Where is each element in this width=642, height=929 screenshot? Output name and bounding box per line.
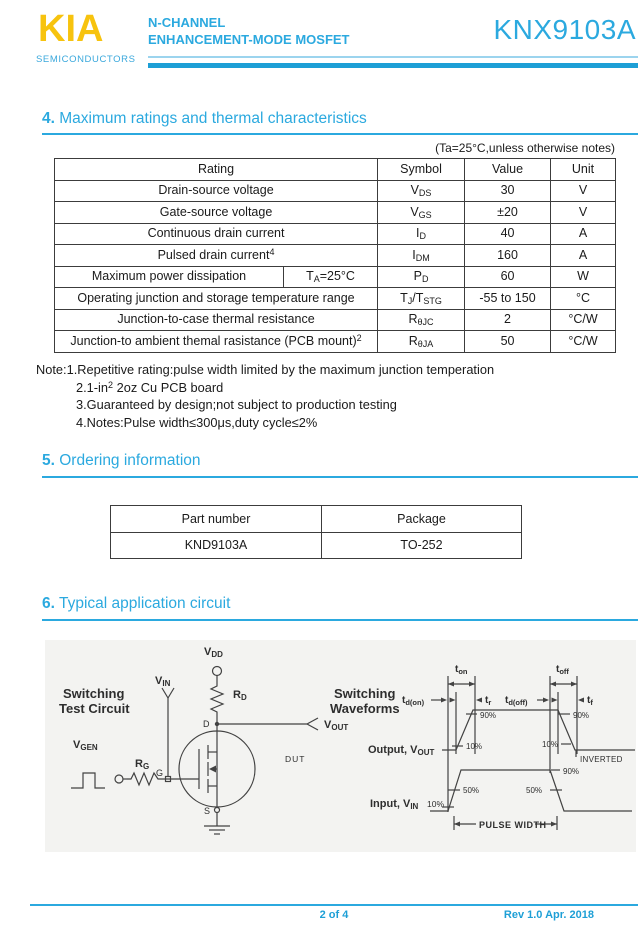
vdd-sub: DD: [211, 650, 223, 659]
note-line: $2.1-in^2$ 2oz Cu PCB board: [76, 379, 224, 395]
pulse-width-label: PULSE WIDTH: [479, 820, 547, 830]
vgen-label: [73, 739, 98, 752]
cell-symbol: $R_{\theta JA}$: [378, 331, 465, 353]
ratings-row: [55, 202, 616, 224]
col-header-rating: Rating: [55, 159, 378, 181]
ton-sub: on: [458, 667, 468, 676]
out-rise-10-label: 10%: [466, 742, 483, 751]
in-90-label: 90%: [563, 767, 580, 776]
cell-unit: °C: [551, 288, 616, 310]
cell-rating: Pulsed drain current$^4$: [55, 245, 378, 267]
source-node: [215, 808, 220, 813]
output-label: [368, 744, 435, 757]
section6-title: Typical application circuit: [58, 595, 231, 612]
tr-label: [485, 695, 491, 707]
col-header-symbol: Symbol: [378, 159, 465, 181]
tdon-label: [402, 695, 425, 707]
ordering-header-row: [111, 506, 522, 533]
tdoff-base: t: [505, 695, 509, 706]
pulse-symbol: [71, 773, 105, 788]
ratings-row: [55, 245, 616, 267]
notes-block: [36, 361, 494, 431]
cell-value: -55 to 150: [465, 288, 551, 310]
vin-probe: [162, 688, 168, 698]
input-base: Input, V: [370, 798, 411, 810]
tdoff-sub: d(off): [508, 698, 528, 707]
rg-label: [135, 758, 149, 771]
in-50-rise-label: 50%: [463, 786, 480, 795]
ratings-row: [55, 309, 616, 331]
ordering-row: [111, 532, 522, 559]
section5-heading: [42, 452, 201, 470]
cell-rating: Drain-source voltage: [55, 180, 378, 202]
section5-number: 5.: [42, 452, 55, 469]
toff-label: [556, 664, 569, 676]
tf-sub: f: [590, 698, 593, 707]
tdon-sub: d(on): [405, 698, 425, 707]
arrow-head: [571, 682, 577, 687]
tf-label: [587, 695, 593, 707]
generator-terminal: [115, 775, 123, 783]
rg-sub: G: [142, 762, 150, 771]
dut-label: DUT: [285, 754, 306, 764]
vdd-base: V: [204, 646, 212, 658]
cell-package: TO-252: [322, 532, 522, 559]
cell-value: 40: [465, 223, 551, 245]
kia-logo-subtitle: SEMICONDUCTORS: [36, 54, 136, 65]
cell-unit: V: [551, 180, 616, 202]
cell-value: ±20: [465, 202, 551, 224]
condition-note: (Ta=25°C,unless otherwise notes): [435, 141, 615, 155]
tdon-base: t: [402, 695, 406, 706]
revision-label: Rev 1.0 Apr. 2018: [503, 909, 594, 921]
vgen-base: V: [73, 739, 81, 751]
arrow-head: [550, 682, 556, 687]
toff-sub: off: [559, 667, 569, 676]
rg-base: R: [135, 758, 143, 770]
cell-unit: °C/W: [551, 331, 616, 353]
section4-number: 4.: [42, 110, 55, 127]
col-header-unit: Unit: [551, 159, 616, 181]
s-node-label: S: [204, 806, 211, 816]
vin-base: V: [155, 675, 163, 687]
vin-sub: IN: [162, 679, 171, 688]
cell-unit: A: [551, 223, 616, 245]
vout-sub: OUT: [331, 723, 349, 732]
cell-rating-condition: $T_A=25^\circ C$: [284, 266, 378, 288]
out-fall-90-label: 90%: [573, 711, 590, 720]
cell-rating: Gate-source voltage: [55, 202, 378, 224]
out-fall-10-label: 10%: [542, 740, 559, 749]
cell-value: 50: [465, 331, 551, 353]
inverted-label: INVERTED: [580, 755, 623, 764]
cell-unit: A: [551, 245, 616, 267]
header-rule-thin: [148, 56, 638, 58]
cell-symbol: $I_{DM}$: [378, 245, 465, 267]
vdd-terminal: [213, 667, 222, 676]
section5-title: Ordering information: [59, 452, 201, 469]
ratings-row: [55, 223, 616, 245]
rd-label: [233, 689, 247, 702]
waveforms-title-line2: Waveforms: [330, 701, 400, 716]
cell-unit: °C/W: [551, 309, 616, 331]
cell-value: 2: [465, 309, 551, 331]
ton-base: t: [455, 664, 459, 675]
col-header-value: Value: [465, 159, 551, 181]
switching-waveforms-figure: [330, 640, 640, 852]
input-sub: IN: [410, 802, 419, 811]
arrow-head: [448, 682, 454, 687]
ton-label: [455, 664, 468, 676]
cell-symbol: $I_D$: [378, 223, 465, 245]
vin-probe: [168, 688, 174, 698]
circuit-title-line2: Test Circuit: [59, 701, 130, 716]
arrow-head: [551, 822, 557, 827]
cell-symbol: $V_{GS}$: [378, 202, 465, 224]
footer-rule: [30, 904, 638, 906]
part-number-title: KNX9103A: [493, 14, 636, 45]
ratings-row: [55, 288, 616, 310]
circuit-title-line1: Switching: [63, 686, 125, 701]
ratings-row: [55, 266, 616, 288]
device-type-line1: N-CHANNEL: [148, 15, 226, 30]
out-rise-90-label: 90%: [480, 711, 497, 720]
page-number: 2 of 4: [319, 909, 349, 921]
cell-rating: Maximum power dissipation: [55, 266, 284, 288]
kia-logo: KIA: [38, 8, 104, 50]
arrow-head: [476, 698, 482, 703]
ratings-row: [55, 331, 616, 353]
section6-heading: [42, 595, 230, 613]
vout-base: V: [324, 719, 332, 731]
cell-value: 30: [465, 180, 551, 202]
vgen-sub: GEN: [80, 743, 98, 752]
ratings-table-body: [55, 159, 616, 353]
arrow-head: [469, 682, 475, 687]
col-header-part-number: Part number: [111, 506, 322, 533]
tf-base: t: [587, 695, 591, 706]
cell-symbol: $V_{DS}$: [378, 180, 465, 202]
arrow-head: [552, 698, 558, 703]
cell-symbol: $R_{\theta JC}$: [378, 309, 465, 331]
section5-underline: [42, 476, 638, 478]
tr-sub: r: [488, 698, 492, 707]
header-rule-thick: [148, 63, 638, 68]
note-line: Note:1.Repetitive rating:pulse width limited by the maximum junction temperation: [36, 362, 495, 377]
cell-symbol: $T_J/T_{STG}$: [378, 288, 465, 310]
ratings-row: [55, 180, 616, 202]
tdoff-label: [505, 695, 528, 707]
waveforms-title-line1: Switching: [334, 686, 396, 701]
arrow-head: [543, 698, 549, 703]
arrow-head: [441, 698, 447, 703]
vdd-label: [204, 646, 223, 659]
cell-symbol: $P_D$: [378, 266, 465, 288]
section6-number: 6.: [42, 595, 55, 612]
section4-underline: [42, 133, 638, 135]
ratings-header-row: [55, 159, 616, 181]
rd-base: R: [233, 689, 241, 701]
ordering-table: [110, 505, 522, 559]
section4-title: Maximum ratings and thermal characteristics: [59, 110, 367, 127]
col-header-package: Package: [322, 506, 522, 533]
vout-probe: [307, 718, 318, 724]
arrow-head: [454, 822, 460, 827]
cell-part-number: KND9103A: [111, 532, 322, 559]
tr-base: t: [485, 695, 489, 706]
cell-rating: Continuous drain current: [55, 223, 378, 245]
rd-sub: D: [240, 693, 247, 702]
cell-value: 60: [465, 266, 551, 288]
cell-rating: Junction-to-case thermal resistance: [55, 309, 378, 331]
cell-rating: Junction-to ambient themal rasistance (PCB mount)$^2$: [55, 331, 378, 353]
device-type-line2: ENHANCEMENT-MODE MOSFET: [148, 32, 350, 47]
arrow-head: [578, 698, 584, 703]
output-sub: OUT: [417, 748, 435, 757]
arrow-head: [450, 698, 456, 703]
vin-label: [155, 675, 171, 688]
cell-unit: V: [551, 202, 616, 224]
cell-value: 160: [465, 245, 551, 267]
g-node-label: G: [156, 768, 164, 778]
resistor-rd: [211, 684, 223, 718]
toff-base: t: [556, 664, 560, 675]
ratings-table: [54, 158, 616, 353]
in-50-fall-label: 50%: [526, 786, 543, 795]
cell-rating: Operating junction and storage temperature range: [55, 288, 378, 310]
cell-unit: W: [551, 266, 616, 288]
output-base: Output, V: [368, 744, 418, 756]
input-label: [370, 798, 419, 811]
mosfet-arrow-head: [209, 766, 216, 773]
device-type: [148, 14, 350, 48]
switching-test-circuit-figure: [45, 640, 365, 852]
section4-heading: [42, 110, 367, 128]
section6-underline: [42, 619, 638, 621]
d-node-label: D: [203, 719, 210, 729]
ordering-table-body: [111, 506, 522, 559]
note-line: 3.Guaranteed by design;not subject to production testing: [76, 397, 397, 412]
vout-probe: [307, 724, 318, 730]
note-line: 4.Notes:Pulse width≤300μs,duty cycle≤2%: [76, 414, 318, 430]
in-10-label: 10%: [427, 799, 445, 809]
